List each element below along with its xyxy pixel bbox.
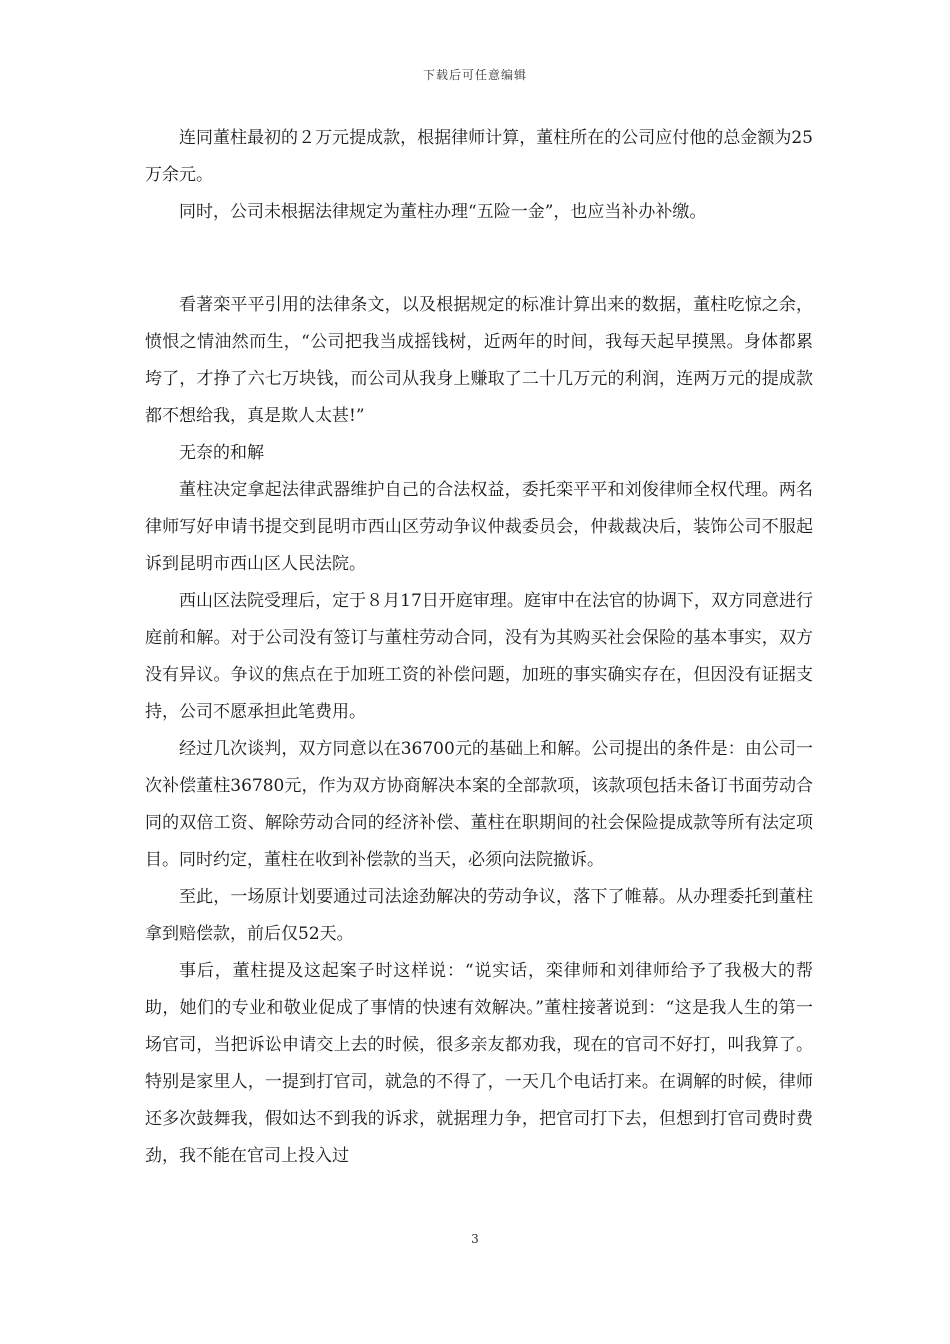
paragraph-total-amount: 连同董柱最初的２万元提成款，根据律师计算，董柱所在的公司应付他的总金额为25万余元。 — [145, 128, 813, 185]
paragraph-negotiation: 经过几次谈判，双方同意以在36700元的基础上和解。公司提出的条件是：由公司一次补偿董柱36780元，作为双方协商解决本案的全部款项，该款项包括未备订书面劳动合同的双倍工资、解除劳动合同的经济补偿、董柱在职期间的社会保险提成款等所有法定项目。同时约定，董柱在收到补偿款的当天，必须向法院撤诉。 — [145, 739, 813, 870]
paragraph-afterword: 事后，董柱提及这起案子时这样说：“说实话，栾律师和刘律师给予了我极大的帮助，她们的专业和敬业促成了事情的快速有效解决。”董柱接著说到：“这是我人生的第一场官司，当把诉讼申请交上去的时候，很多亲友都劝我，现在的官司不好打，叫我算了。特别是家里人，一提到打官司，就急的不得了，一天几个电话打来。在调解的时候，律师还多次鼓舞我，假如达不到我的诉求，就据理力争，把官司打下去，但想到打官司费时费劲，我不能在官司上投入过 — [145, 961, 813, 1166]
paragraph-court-hearing: 西山区法院受理后，定于８月17日开庭审理。庭审中在法官的协调下，双方同意进行庭前和解。对于公司没有签订与董柱劳动合同，没有为其购买社会保险的基本事实，双方没有异议。争议的焦点在于加班工资的补偿问题，加班的事实确实存在，但因没有证据支持，公司不愿承担此笔费用。 — [145, 591, 813, 722]
page-header: 下载后可任意编辑 — [422, 68, 527, 82]
section-heading-settlement: 无奈的和解 — [179, 443, 264, 463]
paragraph-social-insurance: 同时，公司未根据法律规定为董柱办理“五险一金”，也应当补办补缴。 — [179, 202, 707, 222]
paragraph-dong-reaction: 看著栾平平引用的法律条文，以及根据规定的标准计算出来的数据，董柱吃惊之余，愤恨之情油然而生，“公司把我当成摇钱树，近两年的时间，我每天起早摸黑。身体都累垮了，才挣了六七万块钱，而公司从我身上赚取了二十几万元的利润，连两万元的提成款都不想给我，真是欺人太甚!” — [145, 295, 813, 426]
document-body — [145, 120, 813, 1175]
page-number: 3 — [471, 1232, 479, 1246]
paragraph-legal-action: 董柱决定拿起法律武器维护自己的合法权益，委托栾平平和刘俊律师全权代理。两名律师写好申请书提交到昆明市西山区劳动争议仲裁委员会，仲裁裁决后，装饰公司不服起诉到昆明市西山区人民法院。 — [145, 480, 813, 574]
paragraph-conclusion: 至此，一场原计划要通过司法途劲解决的劳动争议，落下了帷幕。从办理委托到董柱拿到赔偿款，前后仅52天。 — [145, 887, 813, 944]
